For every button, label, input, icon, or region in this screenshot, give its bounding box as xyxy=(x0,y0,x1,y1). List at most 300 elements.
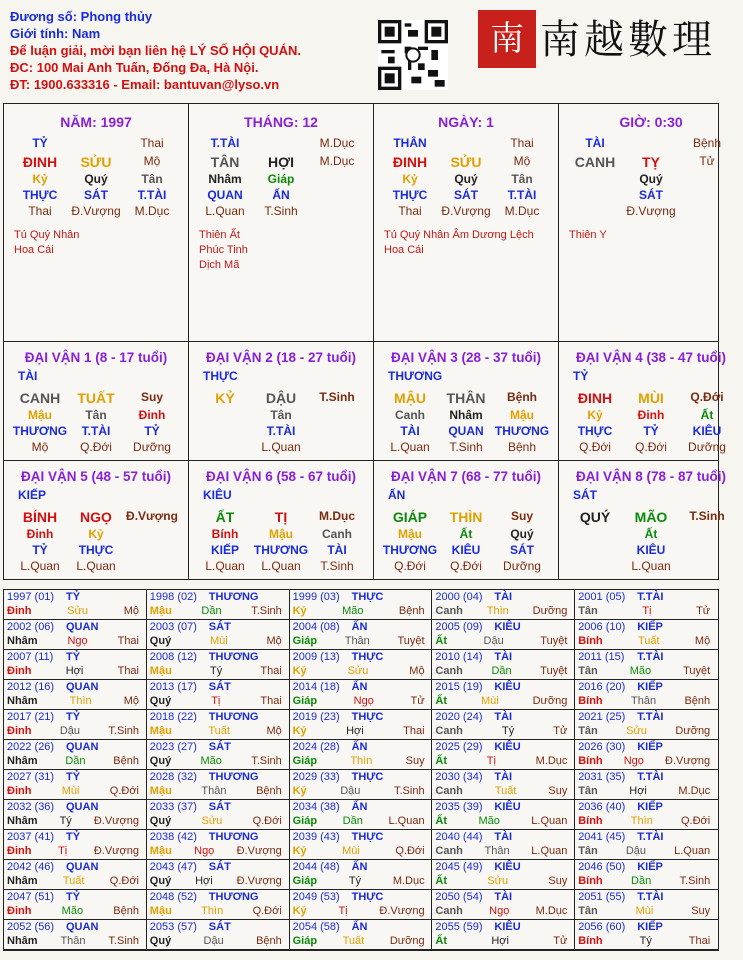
dai-van-star: THỰC xyxy=(203,369,238,383)
pillar-chi: HỢI xyxy=(268,154,294,170)
year-phase: Mộ xyxy=(266,725,282,737)
year-label: 2030 (34) xyxy=(435,771,483,783)
year-star: THỰC xyxy=(351,891,384,903)
year-chi: Mùi xyxy=(480,695,499,707)
year-star: TỶ xyxy=(66,891,81,903)
hidden-god xyxy=(559,188,743,202)
pillar-note: Tú Quý Nhân xyxy=(14,229,80,241)
pillar-0 xyxy=(4,104,189,342)
year-cell xyxy=(4,860,147,890)
dai-van-side: Suy xyxy=(140,390,163,404)
year-phase: Suy xyxy=(691,905,711,917)
year-phase: Q.Đới xyxy=(109,875,139,887)
year-detail xyxy=(150,875,282,887)
year-cell xyxy=(147,770,290,800)
year-chi: Mão xyxy=(629,665,652,677)
year-chi: Tuất xyxy=(208,725,230,737)
year-star: QUAN xyxy=(66,681,99,693)
year-chi: Tị xyxy=(338,905,348,917)
year-phase: Tử xyxy=(696,605,711,617)
hidden-god-cell: QUAN xyxy=(207,188,243,202)
dv-god xyxy=(559,424,743,438)
year-phase: M.Dục xyxy=(678,785,711,797)
year-label: 2005 (09) xyxy=(435,621,483,633)
dai-van-canchi xyxy=(374,509,558,525)
year-detail xyxy=(578,665,710,677)
year-cell xyxy=(575,680,718,710)
year-phase: Thai xyxy=(117,665,139,677)
dai-van-1 xyxy=(4,342,189,460)
year-label: 2018 (22) xyxy=(149,711,197,723)
year-label: 2014 (18) xyxy=(292,681,340,693)
year-can: Giáp xyxy=(292,935,318,947)
dv-god-cell: THƯƠNG xyxy=(494,424,550,438)
pillar-chi: SỬU xyxy=(80,154,112,170)
hidden-stem-cell xyxy=(679,172,735,186)
dai-van-can: BÍNH xyxy=(22,509,58,525)
year-phase: T.Sinh xyxy=(679,875,711,887)
year-cell xyxy=(432,860,575,890)
year-chi: Ngọ xyxy=(489,905,510,917)
year-star: ẤN xyxy=(351,681,368,693)
year-detail xyxy=(435,845,567,857)
year-can: Bính xyxy=(578,755,603,767)
year-chi: Sửu xyxy=(201,815,223,827)
year-phase: Tử xyxy=(410,695,425,707)
year-label: 2056 (60) xyxy=(578,921,626,933)
pillar-canchi-row xyxy=(189,154,373,170)
year-label: 2013 (17) xyxy=(149,681,197,693)
year-can: Tân xyxy=(578,785,598,797)
year-can: Nhâm xyxy=(7,815,38,827)
year-star: KIẾP xyxy=(637,681,663,693)
year-can: Nhâm xyxy=(7,755,38,767)
dv-phase-cell: L.Quan xyxy=(205,559,245,573)
dv-god xyxy=(189,543,373,557)
year-chi: Sửu xyxy=(67,605,88,617)
year-phase: Tuyệt xyxy=(540,635,568,647)
year-star: ẤN xyxy=(351,741,368,753)
year-label: 2002 (06) xyxy=(7,621,55,633)
year-cell xyxy=(147,620,290,650)
year-label: 2020 (24) xyxy=(435,711,483,723)
dv-phase xyxy=(189,559,373,573)
year-chi: Sửu xyxy=(487,875,509,887)
hidden-phase xyxy=(374,204,558,218)
year-detail xyxy=(435,815,567,827)
dv-stem-cell: Ất xyxy=(644,527,658,541)
hidden-phase-cell: T.Sinh xyxy=(264,204,298,218)
year-detail xyxy=(578,815,710,827)
dv-phase-cell xyxy=(309,440,365,454)
dv-stem-cell: Mậu xyxy=(510,408,534,422)
year-star: THƯƠNG xyxy=(208,771,259,783)
year-cell xyxy=(147,920,290,950)
year-cell xyxy=(575,830,718,860)
year-label: 2010 (14) xyxy=(435,651,483,663)
year-label: 2001 (05) xyxy=(578,591,626,603)
dv-stem xyxy=(189,408,373,422)
year-cell xyxy=(575,920,718,950)
year-label: 2007 (11) xyxy=(7,651,54,663)
year-label: 2041 (45) xyxy=(578,831,626,843)
year-detail xyxy=(435,695,567,707)
year-chi: Hợi xyxy=(65,665,84,677)
contact-line-3: ĐT: 1900.633316 - Email: bantuvan@lyso.vn xyxy=(10,77,280,92)
dv-phase-cell: Dưỡng xyxy=(133,440,171,454)
dai-van-6 xyxy=(189,461,374,579)
dai-van-canchi xyxy=(189,509,373,525)
pillar-title: GIỜ: 0:30 xyxy=(619,114,683,130)
year-cell xyxy=(290,740,433,770)
pillar-note: Thiên Y xyxy=(569,229,607,241)
year-detail xyxy=(150,635,282,647)
hidden-stem xyxy=(374,172,558,186)
year-detail xyxy=(435,605,567,617)
year-star: THỰC xyxy=(351,831,384,843)
year-cell xyxy=(432,710,575,740)
dv-god-cell: SÁT xyxy=(510,543,534,557)
year-cell xyxy=(432,620,575,650)
year-chi: Sửu xyxy=(347,665,369,677)
dai-van-star: ẤN xyxy=(388,488,406,502)
hidden-stem-cell: Quý xyxy=(84,172,108,186)
year-label: 2039 (43) xyxy=(292,831,340,843)
dv-god-cell: THƯƠNG xyxy=(253,543,309,557)
dai-van-4 xyxy=(559,342,743,460)
year-cell xyxy=(290,890,433,920)
year-cell xyxy=(4,800,147,830)
pillar-chisub: Mộ xyxy=(513,154,531,168)
year-label: 2055 (59) xyxy=(435,921,483,933)
year-label: 2023 (27) xyxy=(149,741,197,753)
pillar-3 xyxy=(559,104,743,342)
year-phase: Đ.Vượng xyxy=(236,875,282,887)
dv-god-cell: THỰC xyxy=(78,543,114,557)
pillar-note: Thiên Ất xyxy=(199,229,240,241)
year-cell xyxy=(290,800,433,830)
year-detail xyxy=(7,905,139,917)
hidden-phase-cell: Đ.Vượng xyxy=(626,204,676,218)
year-cell xyxy=(4,830,147,860)
year-star: TỶ xyxy=(66,771,81,783)
year-cell xyxy=(4,680,147,710)
year-label: 2019 (23) xyxy=(292,711,340,723)
year-phase: Q.Đới xyxy=(395,845,425,857)
year-chi: Ngọ xyxy=(67,635,88,647)
year-detail xyxy=(7,785,139,797)
year-can: Bính xyxy=(578,695,603,707)
dv-phase xyxy=(374,559,558,573)
year-star: KIẾP xyxy=(637,861,663,873)
year-detail xyxy=(435,905,567,917)
year-phase: L.Quan xyxy=(388,815,425,827)
year-label: 2015 (19) xyxy=(435,681,483,693)
year-star: TÀI xyxy=(494,711,513,723)
year-phase: Suy xyxy=(548,785,568,797)
brand-logo: 南越數理 xyxy=(540,17,716,63)
year-phase: Q.Đới xyxy=(680,815,711,827)
year-chi: Thân xyxy=(344,635,370,647)
year-detail xyxy=(7,695,139,707)
hidden-phase-cell: Thai xyxy=(28,204,52,218)
year-detail xyxy=(150,725,282,737)
year-star: KIÊU xyxy=(494,921,521,933)
year-star: SÁT xyxy=(208,681,231,693)
year-cell xyxy=(575,710,718,740)
year-label: 2029 (33) xyxy=(292,771,340,783)
year-star: SÁT xyxy=(208,621,231,633)
year-can: Ất xyxy=(435,635,447,647)
year-phase: Dưỡng xyxy=(389,935,425,947)
spacer xyxy=(68,136,124,150)
dv-stem xyxy=(374,527,558,541)
year-phase: Bệnh xyxy=(113,905,139,917)
year-phase: Đ.Vượng xyxy=(93,815,139,827)
dv-phase-cell xyxy=(679,559,735,573)
year-label: 2025 (29) xyxy=(435,741,483,753)
hidden-phase-cell: M.Dục xyxy=(134,204,170,218)
year-can: Quý xyxy=(149,875,172,887)
dai-van-can: QUÝ xyxy=(579,509,611,525)
year-detail xyxy=(7,815,139,827)
year-can: Giáp xyxy=(292,755,318,767)
year-can: Ất xyxy=(435,875,447,887)
year-cell xyxy=(147,890,290,920)
year-detail xyxy=(150,905,282,917)
pillar-note: Dịch Mã xyxy=(199,259,240,271)
year-label: 2037 (41) xyxy=(7,831,55,843)
year-label: 2009 (13) xyxy=(292,651,340,663)
dai-van-can: KỶ xyxy=(215,390,235,406)
year-cell xyxy=(290,650,433,680)
hidden-stem-cell: Quý xyxy=(639,172,663,186)
year-detail xyxy=(150,935,282,947)
year-can: Kỷ xyxy=(292,605,307,617)
hidden-god xyxy=(4,188,188,202)
year-can: Ất xyxy=(435,755,447,767)
year-chi: Dần xyxy=(65,755,86,767)
year-label: 2011 (15) xyxy=(578,651,625,663)
dv-phase-cell: Bệnh xyxy=(507,440,537,454)
year-label: 2049 (53) xyxy=(292,891,340,903)
hidden-stem-cell: Tân xyxy=(141,172,163,186)
year-phase: Dưỡng xyxy=(532,695,568,707)
dv-phase-cell: Q.Đới xyxy=(579,440,611,454)
hidden-phase-cell: Thai xyxy=(398,204,422,218)
dai-van-title: ĐẠI VẬN 5 (48 - 57 tuổi) xyxy=(20,469,172,484)
year-detail xyxy=(150,815,282,827)
pillar-can: TÂN xyxy=(210,154,240,170)
year-star: TỶ xyxy=(66,651,81,663)
year-phase: Bệnh xyxy=(684,695,711,707)
year-chi: Tý xyxy=(639,935,652,947)
year-chi: Tý xyxy=(348,875,362,887)
dai-van-side: Suy xyxy=(510,509,533,523)
year-detail xyxy=(578,605,710,617)
dv-god xyxy=(4,543,188,557)
year-label: 2003 (07) xyxy=(149,621,197,633)
pillar-notes xyxy=(189,228,373,273)
year-can: Kỷ xyxy=(292,845,307,857)
year-cell xyxy=(290,620,433,650)
dv-god-cell: T.TÀI xyxy=(81,424,111,438)
dai-van-canchi xyxy=(189,390,373,406)
dai-van-chi: MÙI xyxy=(638,390,664,406)
dv-god-cell: T.TÀI xyxy=(266,424,296,438)
hidden-stem xyxy=(189,172,373,186)
year-detail xyxy=(150,605,282,617)
dv-stem-cell: Ất xyxy=(459,527,473,541)
year-phase: Thai xyxy=(260,665,282,677)
year-can: Giáp xyxy=(292,695,318,707)
pillar-side: M.Dục xyxy=(319,136,355,150)
dai-van-star: TÀI xyxy=(18,369,38,383)
dv-phase-cell: L.Quan xyxy=(631,559,671,573)
year-star: TÀI xyxy=(494,651,513,663)
year-cell xyxy=(4,710,147,740)
dv-god-cell: TỶ xyxy=(32,543,48,557)
gioi-tinh: Giới tính: Nam xyxy=(10,26,101,41)
year-star: THỰC xyxy=(351,651,384,663)
year-phase: L.Quan xyxy=(531,845,568,857)
year-star: THƯƠNG xyxy=(208,591,259,603)
year-detail xyxy=(293,665,425,677)
year-star: ẤN xyxy=(351,621,368,633)
dv-phase xyxy=(559,559,743,573)
dai-van-side: M.Dục xyxy=(319,509,355,523)
pillar-side: Thai xyxy=(510,136,534,150)
year-chi: Thân xyxy=(60,935,86,947)
year-cell xyxy=(147,740,290,770)
year-phase: Tuyệt xyxy=(683,665,711,677)
year-chi: Ngọ xyxy=(353,695,374,707)
hidden-phase xyxy=(559,204,743,218)
dai-van-chi: THÌN xyxy=(449,509,483,525)
year-detail xyxy=(293,785,425,797)
year-cell xyxy=(147,860,290,890)
year-label: 2045 (49) xyxy=(435,861,483,873)
year-star: QUAN xyxy=(66,801,99,813)
year-chi: Tý xyxy=(209,665,223,677)
year-can: Canh xyxy=(435,665,463,677)
year-star: T.TÀI xyxy=(637,711,664,723)
year-can: Quý xyxy=(149,815,172,827)
seal-stamp: 南 xyxy=(478,10,536,68)
year-cell xyxy=(575,740,718,770)
hidden-phase-cell xyxy=(679,204,735,218)
year-star: THỰC xyxy=(351,591,384,603)
year-cell xyxy=(147,650,290,680)
year-phase: Dưỡng xyxy=(675,725,711,737)
hidden-stem-cell xyxy=(309,172,365,186)
dai-van-can: MẬU xyxy=(394,390,426,406)
year-chi: Tị xyxy=(211,695,221,707)
year-can: Kỷ xyxy=(292,785,307,797)
dai-van-can: ẤT xyxy=(215,509,235,525)
dv-stem-cell: Đinh xyxy=(138,408,166,422)
year-detail xyxy=(7,665,139,677)
year-chi: Dậu xyxy=(340,785,361,797)
dv-stem-cell: Quý xyxy=(510,527,534,541)
year-label: 2031 (35) xyxy=(578,771,626,783)
year-can: Bính xyxy=(578,935,603,947)
dai-van-chi: TUẤT xyxy=(77,390,115,406)
year-phase: M.Dục xyxy=(535,905,568,917)
year-detail xyxy=(150,665,282,677)
year-can: Đinh xyxy=(7,605,32,617)
year-star: KIÊU xyxy=(494,621,521,633)
year-detail xyxy=(7,845,139,857)
dv-stem-cell: Tân xyxy=(85,408,107,422)
year-can: Đinh xyxy=(7,725,32,737)
year-detail xyxy=(578,785,710,797)
year-star: KIẾP xyxy=(637,801,663,813)
dv-stem-cell xyxy=(197,408,253,422)
year-can: Đinh xyxy=(7,785,32,797)
pillar-chi: SỬU xyxy=(450,154,482,170)
dv-stem-cell: Canh xyxy=(322,527,352,541)
dv-stem-cell: Mậu xyxy=(398,527,422,541)
year-detail xyxy=(293,755,425,767)
dv-god-cell: TÀI xyxy=(400,424,420,438)
year-label: 2052 (56) xyxy=(7,921,55,933)
year-chi: Dần xyxy=(201,605,222,617)
year-detail xyxy=(578,875,710,887)
year-phase: T.Sinh xyxy=(108,725,139,737)
dai-van-star: KIÊU xyxy=(203,488,232,502)
dai-van-chi: MÃO xyxy=(634,509,668,525)
year-label: 1999 (03) xyxy=(292,591,340,603)
year-phase: Bệnh xyxy=(256,785,282,797)
year-phase: M.Dục xyxy=(392,875,425,887)
dv-phase xyxy=(4,440,188,454)
year-label: 2047 (51) xyxy=(7,891,55,903)
year-star: SÁT xyxy=(208,741,231,753)
dv-phase-cell: Q.Đới xyxy=(450,559,482,573)
year-can: Mậu xyxy=(149,845,172,857)
year-label: 1997 (01) xyxy=(7,591,55,603)
hidden-god xyxy=(189,188,373,202)
year-chi: Tị xyxy=(486,755,496,767)
pillar-star: TỶ xyxy=(32,136,48,150)
dv-god xyxy=(559,543,743,557)
dv-god-cell xyxy=(567,543,623,557)
hidden-god-cell: SÁT xyxy=(84,188,108,202)
year-chi: Thân xyxy=(631,695,657,707)
dv-phase-cell: Mộ xyxy=(31,440,49,454)
year-detail xyxy=(578,935,710,947)
year-star: T.TÀI xyxy=(637,831,664,843)
year-can: Nhâm xyxy=(7,935,38,947)
year-star: TỶ xyxy=(66,711,81,723)
year-detail xyxy=(293,635,425,647)
year-star: QUAN xyxy=(66,621,99,633)
pillar-star: T.TÀI xyxy=(210,136,240,150)
year-can: Canh xyxy=(435,605,463,617)
dv-god-cell xyxy=(124,543,180,557)
dv-god-cell: TỶ xyxy=(144,424,160,438)
dai-van-title: ĐẠI VẬN 2 (18 - 27 tuổi) xyxy=(205,350,357,365)
year-label: 2016 (20) xyxy=(578,681,626,693)
year-phase: Đ.Vượng xyxy=(665,755,711,767)
year-cell xyxy=(432,830,575,860)
pillar-notes xyxy=(4,228,188,258)
year-cell xyxy=(290,860,433,890)
pillar-notes xyxy=(559,228,743,243)
pillar-title: NĂM: 1997 xyxy=(60,114,132,130)
year-label: 2051 (55) xyxy=(578,891,626,903)
